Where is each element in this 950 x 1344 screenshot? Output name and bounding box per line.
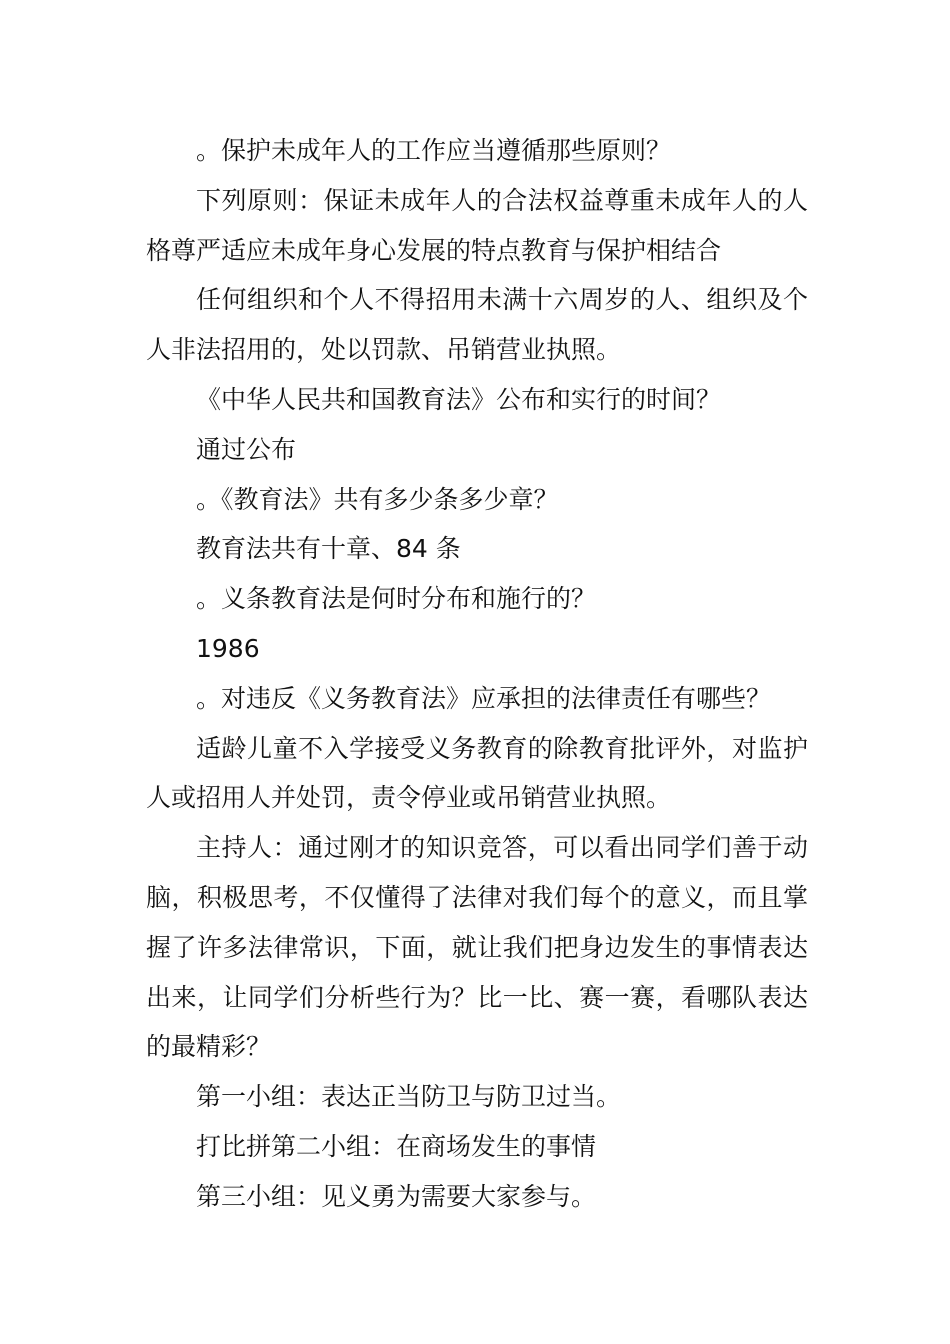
paragraph-employment-rule: 任何组织和个人不得招用未满十六周岁的人、组织及个人非法招用的，处以罚款、吊销营业执照。: [146, 285, 808, 365]
group-three: 第三小组：见义勇为需要大家参与。: [196, 1181, 597, 1211]
document-body: [146, 126, 808, 1222]
answer-education-law-date: 通过公布: [196, 434, 297, 464]
answer-compulsory-law-date: 1986: [196, 633, 260, 663]
group-two: 打比拼第二小组：在商场发生的事情: [196, 1131, 597, 1161]
question-compulsory-law-date: 。义条教育法是何时分布和施行的？: [196, 584, 597, 614]
answer-legal-liability: 适龄儿童不入学接受义务教育的除教育批评外，对监护人或招用人并处罚，责令停业或吊销营业执照。: [146, 733, 808, 813]
host-remarks: 主持人：通过刚才的知识竞答，可以看出同学们善于动脑，积极思考，不仅懂得了法律对我们每个的意义，而且掌握了许多法律常识，下面，就让我们把身边发生的事情表达出来，让同学们分析些行为？比一比、赛一赛，看哪队表达的最精彩？: [146, 833, 808, 1062]
question-education-law-articles: 。《教育法》共有多少条多少章？: [196, 484, 559, 514]
question-legal-liability: 。对违反《义务教育法》应承担的法律责任有哪些？: [196, 683, 772, 713]
question-principles: 。保护未成年人的工作应当遵循那些原则？: [196, 136, 672, 165]
answer-education-law-articles: 教育法共有十章、84 条: [196, 534, 461, 564]
question-education-law-date: 《中华人民共和国教育法》公布和实行的时间？: [196, 384, 722, 414]
answer-principles: 下列原则：保证未成年人的合法权益尊重未成年人的人格尊严适应未成年身心发展的特点教育与保护相结合: [146, 185, 808, 265]
group-one: 第一小组：表达正当防卫与防卫过当。: [196, 1082, 622, 1112]
